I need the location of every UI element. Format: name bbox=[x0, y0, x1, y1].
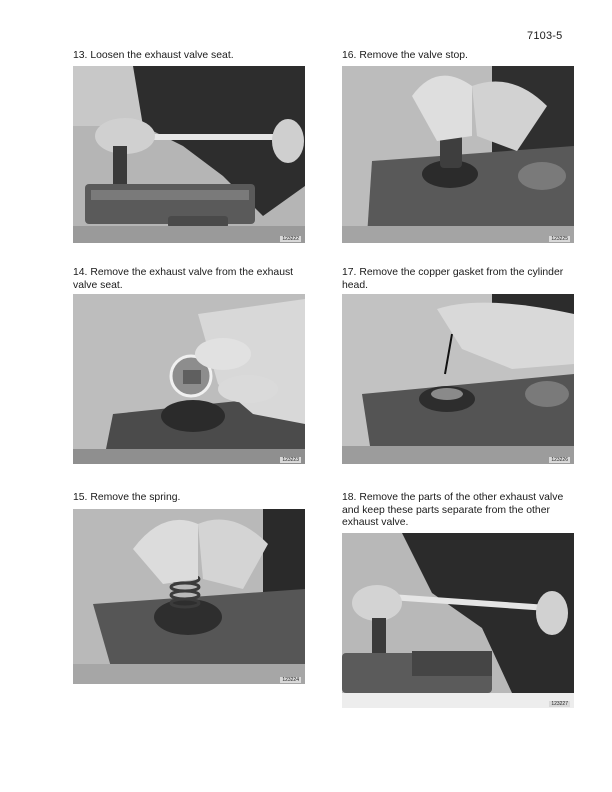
pick-tool-removing-gasket-illustration bbox=[342, 294, 574, 464]
step-caption: 18. Remove the parts of the other exhaust valve and keep these parts separate from the other exhaust valve. bbox=[342, 492, 564, 529]
step-photo-13 bbox=[73, 66, 305, 243]
step-photo-16 bbox=[342, 66, 574, 243]
fingers-lifting-valve-stop-illustration bbox=[342, 66, 574, 243]
step-15 bbox=[73, 492, 311, 511]
photo-id: 123225 bbox=[551, 236, 568, 242]
step-caption: 16. Remove the valve stop. bbox=[342, 50, 468, 61]
step-caption: 15. Remove the spring. bbox=[73, 492, 181, 503]
fingers-lifting-spring-illustration bbox=[73, 509, 305, 684]
step-photo-17 bbox=[342, 294, 574, 464]
photo-id: 123222 bbox=[282, 236, 299, 242]
step-photo-14 bbox=[73, 294, 305, 464]
page-number: 7103-5 bbox=[527, 30, 563, 42]
photo-id: 123227 bbox=[551, 701, 568, 707]
wrench-on-valve-seat-illustration bbox=[73, 66, 305, 243]
step-caption: 14. Remove the exhaust valve from the exhaust valve seat. bbox=[73, 267, 294, 291]
photo-id: 123226 bbox=[551, 457, 568, 463]
step-photo-15 bbox=[73, 509, 305, 684]
photo-id: 123223 bbox=[282, 457, 299, 463]
step-18 bbox=[342, 492, 580, 536]
step-caption: 13. Loosen the exhaust valve seat. bbox=[73, 50, 234, 61]
wrench-on-second-valve-illustration bbox=[342, 533, 574, 708]
step-photo-18 bbox=[342, 533, 574, 708]
hand-holding-exhaust-valve-illustration bbox=[73, 294, 305, 464]
photo-id: 123224 bbox=[282, 677, 299, 683]
step-caption: 17. Remove the copper gasket from the cylinder head. bbox=[342, 267, 564, 291]
